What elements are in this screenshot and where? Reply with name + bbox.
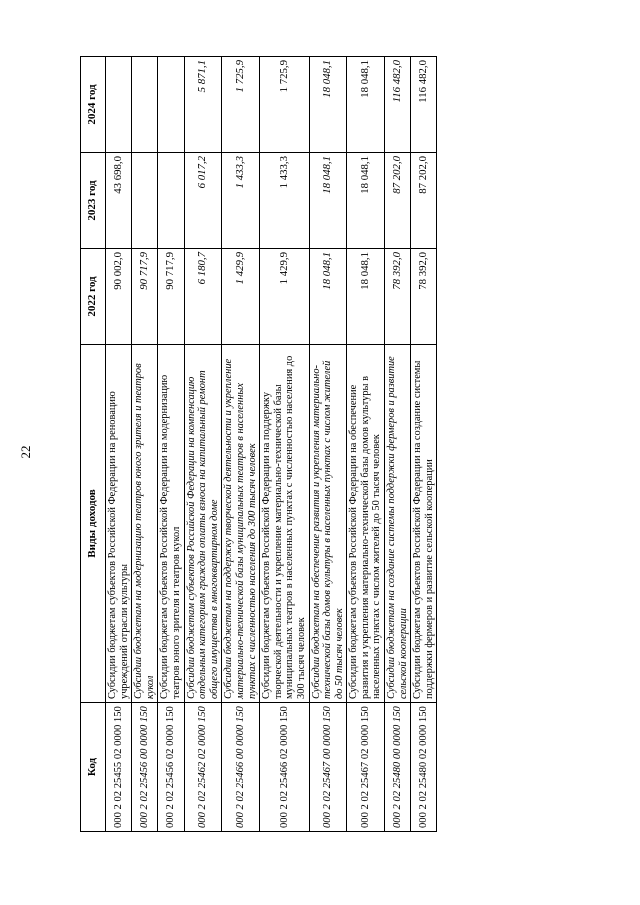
rotated-table-wrapper (80, 57, 550, 832)
cell-2023: 43 698,0 (106, 153, 132, 249)
cell-2024 (158, 57, 184, 153)
cell-2022: 1 429,9 (222, 249, 260, 345)
table-row (184, 57, 222, 832)
table-row (309, 57, 347, 832)
table-row (106, 57, 132, 832)
cell-code: 000 2 02 25467 00 0000 150 (309, 703, 347, 832)
cell-2023 (158, 153, 184, 249)
cell-description: Субсидии бюджетам субъектов Российской Федерации на создание системы поддержки фермеров и развитие сельской кооперации (411, 345, 437, 703)
cell-2023: 18 048,1 (309, 153, 347, 249)
cell-code: 000 2 02 25462 02 0000 150 (184, 703, 222, 832)
table-row (347, 57, 385, 832)
cell-2023 (132, 153, 158, 249)
cell-2022: 18 048,1 (347, 249, 385, 345)
cell-description: Субсидии бюджетам субъектов Российской Федерации на компенсацию отдельным категориям граждан оплаты взноса на капитальный ремонт общего имущества в многоквартирном доме (184, 345, 222, 703)
cell-2024: 5 871,1 (184, 57, 222, 153)
cell-description: Субсидии бюджетам на создание системы поддержки фермеров и развитие сельской кооперации (385, 345, 411, 703)
cell-2023: 1 433,3 (222, 153, 260, 249)
table-header-row (81, 57, 106, 832)
cell-code: 000 2 02 25456 00 0000 150 (132, 703, 158, 832)
cell-2022: 18 048,1 (309, 249, 347, 345)
cell-description: Субсидии бюджетам на поддержку творческой деятельности и укрепление материально-технической базы муниципальных театров в населенных пунктах с численностью населения до 300 тысяч человек (222, 345, 260, 703)
table-row (411, 57, 437, 832)
cell-code: 000 2 02 25466 02 0000 150 (260, 703, 309, 832)
header-code: Код (81, 703, 106, 832)
cell-code: 000 2 02 25467 02 0000 150 (347, 703, 385, 832)
header-2024: 2024 год (81, 57, 106, 153)
cell-2022: 6 180,7 (184, 249, 222, 345)
cell-description: Субсидии бюджетам субъектов Российской Федерации на обеспечение развития и укрепления материально-технической базы домов культуры в населенных пунктах с числом жителей до 50 тысяч человек (347, 345, 385, 703)
header-2023: 2023 год (81, 153, 106, 249)
cell-2024: 116 482,0 (385, 57, 411, 153)
cell-code: 000 2 02 25480 00 0000 150 (385, 703, 411, 832)
cell-code: 000 2 02 25456 02 0000 150 (158, 703, 184, 832)
cell-2023: 18 048,1 (347, 153, 385, 249)
table-row (222, 57, 260, 832)
table-row (132, 57, 158, 832)
cell-2024: 18 048,1 (347, 57, 385, 153)
cell-2022: 78 392,0 (411, 249, 437, 345)
cell-description: Субсидии бюджетам на модернизацию театров юного зрителя и театров кукол (132, 345, 158, 703)
table-row (385, 57, 411, 832)
cell-2024: 1 725,9 (260, 57, 309, 153)
table-row (158, 57, 184, 832)
header-2022: 2022 год (81, 249, 106, 345)
cell-2024: 116 482,0 (411, 57, 437, 153)
cell-2023: 87 202,0 (385, 153, 411, 249)
cell-2023: 1 433,3 (260, 153, 309, 249)
cell-2023: 87 202,0 (411, 153, 437, 249)
cell-description: Субсидии бюджетам субъектов Российской Федерации на поддержку творческой деятельности и укрепление материально-технической базы муниципальных театров в населенных пунктах с численностью населения до 300 тысяч человек (260, 345, 309, 703)
cell-2022: 90 717,9 (158, 249, 184, 345)
cell-description: Субсидии бюджетам субъектов Российской Федерации на реновацию учреждений отрасли культуры (106, 345, 132, 703)
cell-2024: 18 048,1 (309, 57, 347, 153)
cell-2024 (106, 57, 132, 153)
table-row (260, 57, 309, 832)
cell-2022: 78 392,0 (385, 249, 411, 345)
cell-2022: 90 002,0 (106, 249, 132, 345)
cell-description: Субсидии бюджетам на обеспечение развития и укрепления материально-технической базы домов культуры в населенных пунктах с числом жителей до 50 тысяч человек (309, 345, 347, 703)
cell-description: Субсидии бюджетам субъектов Российской Федерации на модернизацию театров юного зрителя и театров кукол (158, 345, 184, 703)
cell-code: 000 2 02 25480 02 0000 150 (411, 703, 437, 832)
header-revenue-type: Виды доходов (81, 345, 106, 703)
cell-2022: 90 717,9 (132, 249, 158, 345)
cell-2023: 6 017,2 (184, 153, 222, 249)
page-number-text: 22 (18, 445, 33, 459)
cell-2024: 1 725,9 (222, 57, 260, 153)
revenue-table (80, 56, 437, 832)
cell-code: 000 2 02 25466 00 0000 150 (222, 703, 260, 832)
page-number (0, 0, 40, 905)
cell-2022: 1 429,9 (260, 249, 309, 345)
cell-code: 000 2 02 25455 02 0000 150 (106, 703, 132, 832)
cell-2024 (132, 57, 158, 153)
